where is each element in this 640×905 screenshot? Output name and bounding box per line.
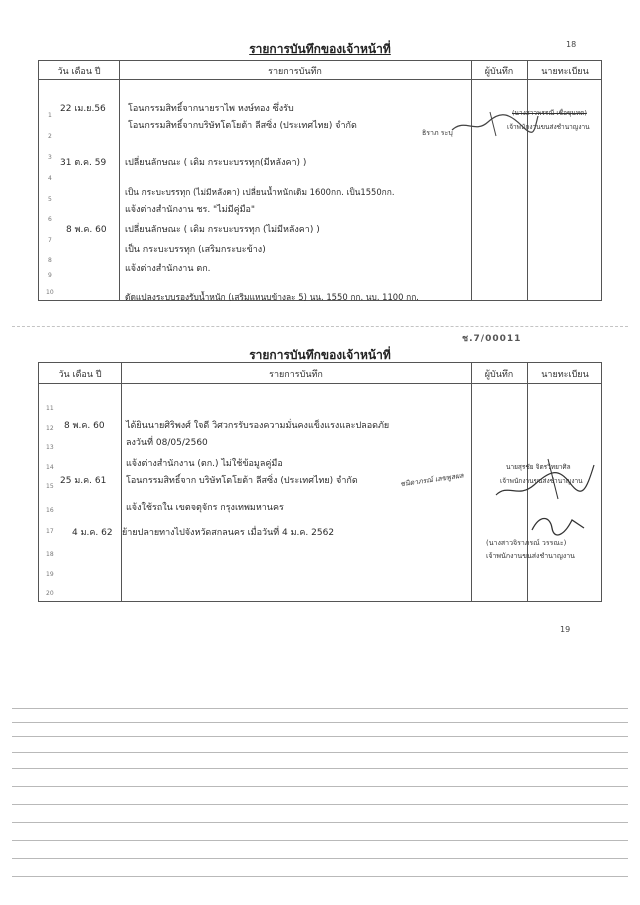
row-number: 16 — [46, 507, 54, 514]
row-number: 20 — [46, 590, 54, 597]
record-entry: โอนกรรมสิทธิ์จากนายราไพ หงษ์ทอง ซึ่งรับ — [128, 104, 294, 114]
row-number: 4 — [48, 175, 52, 182]
ruled-line — [12, 786, 628, 787]
header-date: วัน เดือน ปี — [57, 67, 101, 77]
recorder-signature: ธิราภ ระบุ — [422, 129, 453, 137]
ruled-line — [12, 858, 628, 859]
record-table-1 — [38, 60, 602, 301]
row-number: 11 — [46, 405, 54, 412]
header-recorder: ผู้บันทึก — [484, 67, 514, 77]
row-number: 3 — [48, 154, 52, 161]
row-number: 17 — [46, 528, 54, 535]
record-entry: ลงวันที่ 08/05/2560 — [126, 438, 208, 448]
record-date: 8 พ.ค. 60 — [64, 421, 105, 431]
top-page-number: 18 — [566, 40, 577, 49]
ruled-line — [12, 722, 628, 723]
record-entry: แจ้งต่างสำนักงาน ตก. — [125, 264, 211, 274]
record-entry: แจ้งต่างสำนักงาน (ตก.) ไม่ใช้ข้อมูลคู่มือ — [126, 459, 283, 469]
record-entry: เป็น กระบะบรรทุก (ไม่มีหลังคา) เปลี่ยนน้ำหนักเดิม 1600กก. เป็น1550กก. — [125, 187, 395, 197]
registrar-signature-name: นายสุรชัย จิตรวิทยาศิล — [506, 463, 571, 471]
record-entry: แจ้งต่างสำนักงาน ชร. "ไม่มีคู่มือ" — [125, 205, 256, 215]
ruled-line — [12, 768, 628, 769]
ruled-line — [12, 822, 628, 823]
section-title-1: รายการบันทึกของเจ้าหน้าที่ — [249, 42, 391, 56]
row-number: 5 — [48, 196, 52, 203]
row-number: 7 — [48, 237, 52, 244]
row-number: 19 — [46, 571, 54, 578]
ruled-line — [12, 708, 628, 709]
registrar-signature-title: เจ้าพนักงานขนส่งชำนาญงาน — [486, 552, 575, 560]
registrar-signature-title: เจ้าพนักงานขนส่งชำนาญงาน — [500, 477, 583, 485]
row-number: 9 — [48, 272, 52, 279]
row-number: 15 — [46, 483, 54, 490]
record-entry: เป็น กระบะบรรทุก (เสริมกระบะข้าง) — [125, 245, 266, 255]
record-entry: ดัดแปลงระบบรองรับน้ำหนัก (เสริมแหนบข้างละ 5) นน. 1550 กก. นบ. 1100 กก. — [125, 292, 419, 302]
header-entry: รายการบันทึก — [268, 67, 322, 77]
row-number: 13 — [46, 444, 54, 451]
row-number: 18 — [46, 551, 54, 558]
header-registrar: นายทะเบียน — [541, 370, 589, 380]
registrar-signature-name: (นางสาวจิราภรณ์ วรรณะ) — [486, 539, 567, 547]
row-number: 8 — [48, 257, 52, 264]
row-number: 1 — [48, 112, 52, 119]
ruled-line — [12, 736, 628, 737]
row-number: 12 — [46, 425, 54, 432]
record-entry: โอนกรรมสิทธิ์จาก บริษัทโตโยต้า ลีสซิ่ง (ประเทศไทย) จำกัด — [126, 476, 358, 486]
record-entry: เปลี่ยนลักษณะ ( เดิม กระบะบรรทุก(มีหลังคา) ) — [125, 158, 307, 168]
header-registrar: นายทะเบียน — [541, 67, 589, 77]
row-number: 10 — [46, 289, 54, 296]
row-number: 6 — [48, 216, 52, 223]
record-date: 31 ต.ค. 59 — [60, 158, 107, 168]
record-date: 25 ม.ค. 61 — [60, 476, 107, 486]
record-entry: ย้ายปลายทางไปจังหวัดสกลนคร เมื่อวันที่ 4 ม.ค. 2562 — [122, 528, 335, 538]
registrar-signature-title: เจ้าพนักงานขนส่งชำนาญงาน — [507, 123, 590, 131]
record-date: 8 พ.ค. 60 — [66, 225, 107, 235]
record-entry: โอนกรรมสิทธิ์จากบริษัทโตโยต้า ลีสซิ่ง (ประเทศไทย) จำกัด — [128, 121, 357, 131]
record-date: 4 ม.ค. 62 — [72, 528, 113, 538]
header-recorder: ผู้บันทึก — [484, 370, 514, 380]
record-entry: ได้ยินนายศิริพงศ์ ใจดี วิศวกรรับรองความมั่นคงแข็งแรงและปลอดภัย — [126, 421, 390, 431]
header-date: วัน เดือน ปี — [58, 370, 102, 380]
ruled-line — [12, 804, 628, 805]
signature-scribble — [528, 508, 588, 538]
ruled-line — [12, 752, 628, 753]
signature-scribble — [450, 108, 540, 138]
row-number: 2 — [48, 133, 52, 140]
record-entry: แจ้งใช้รถใน เขตจตุจักร กรุงเทพมหานคร — [126, 503, 284, 513]
registrar-signature-name: (นางสาวพรรณี เชื่อขุนทด) — [512, 109, 587, 117]
record-entry: เปลี่ยนลักษณะ ( เดิม กระบะบรรทุก (ไม่มีหลังคา) ) — [125, 225, 320, 235]
scan-divider — [12, 326, 628, 327]
signature-scribble — [488, 455, 598, 505]
header-entry: รายการบันทึก — [269, 370, 323, 380]
recorder-signature: ชนิดาภรณ์ เลขพูลผล — [399, 471, 465, 489]
ruled-line — [12, 876, 628, 877]
document-stamp: ช.7/00011 — [462, 334, 522, 344]
ruled-line — [12, 840, 628, 841]
section-title-2: รายการบันทึกของเจ้าหน้าที่ — [249, 348, 391, 362]
bottom-page-number: 19 — [560, 625, 571, 634]
row-number: 14 — [46, 464, 54, 471]
record-date: 22 เม.ย.56 — [60, 104, 106, 114]
